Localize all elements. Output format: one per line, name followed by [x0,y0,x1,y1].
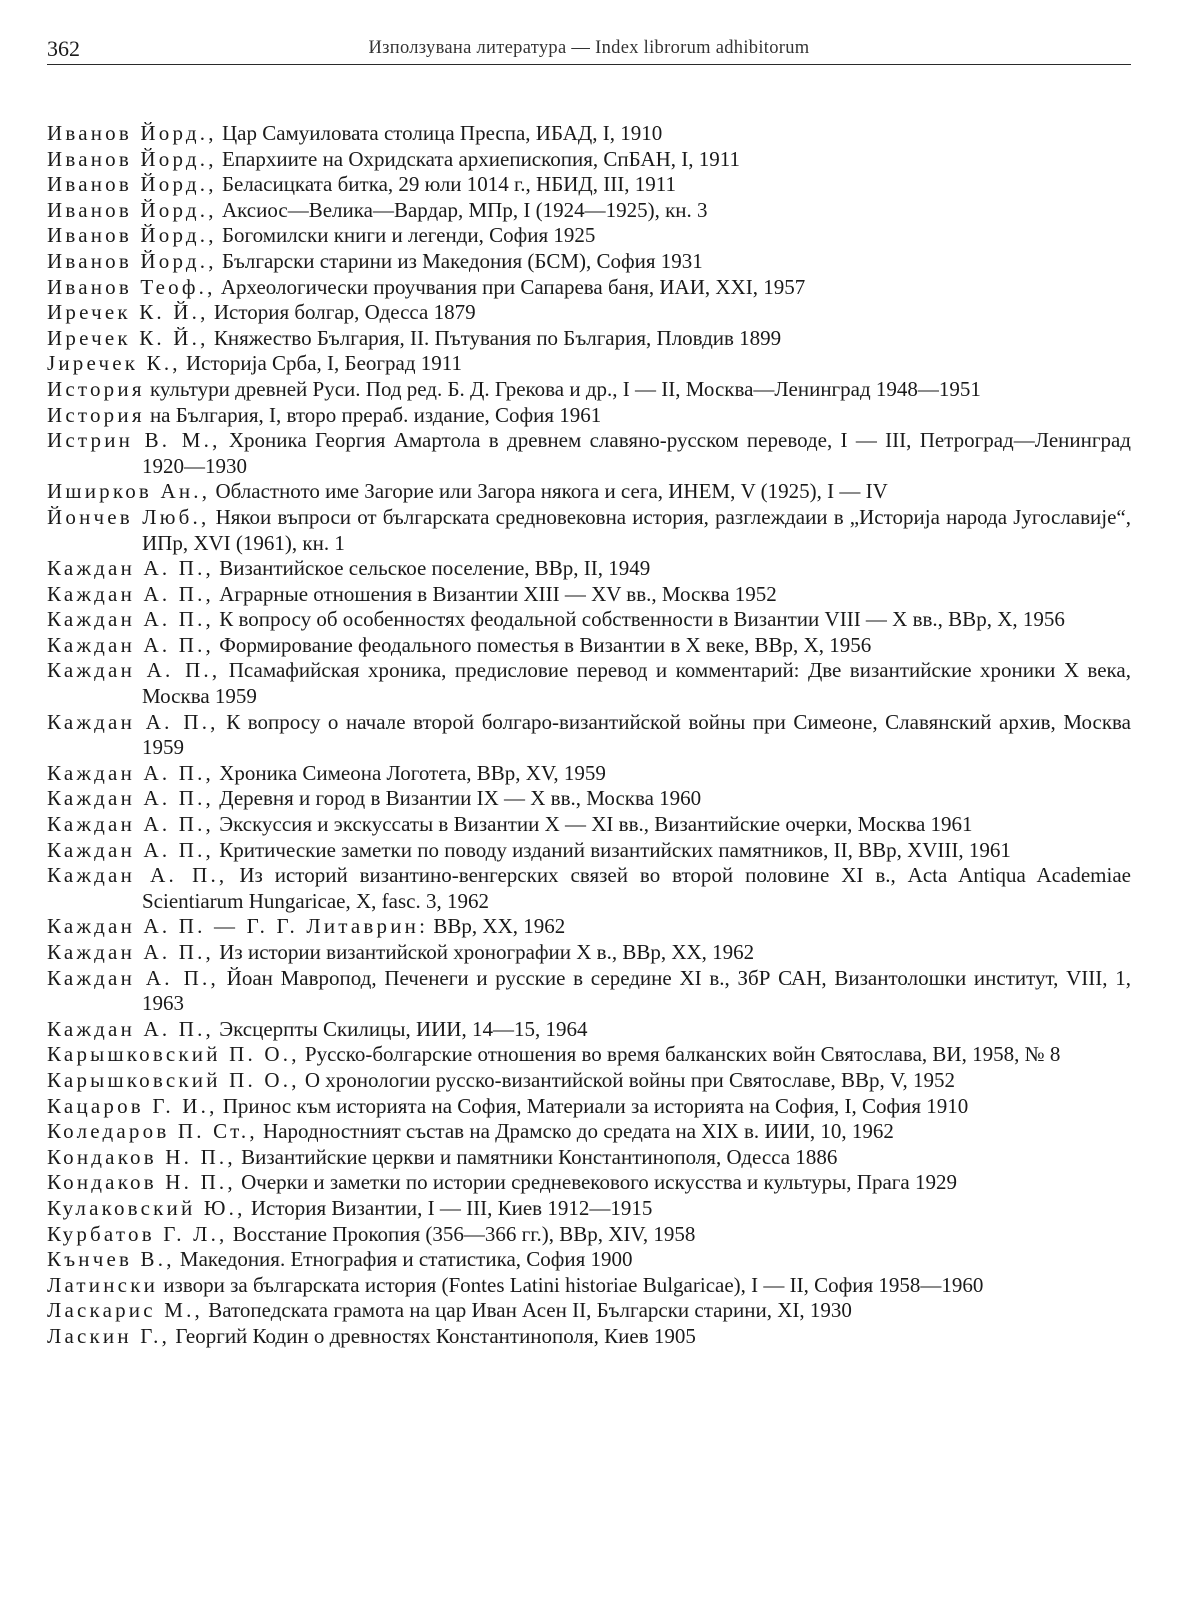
entry-text: Георгий Кодин о древностях Константинополя, Киев 1905 [170,1323,696,1348]
entry-text: Византийские церкви и памятники Константинополя, Одесса 1886 [235,1144,838,1169]
entry-text: Из историй византино-венгерских связей во второй половине XI в., Acta Antiqua Academiae Scientiarum Hungaricae, X, fasc. 3, 1962 [142,863,1131,913]
bibliography-entry [47,172,1131,198]
entry-text: К вопросу о начале второй болгаро-византийской войны при Симеоне, Славянский архив, Москва 1959 [142,709,1131,760]
bibliography-entry [47,121,1131,147]
bibliography-entry [47,607,1131,633]
bibliography-entry [47,1273,1131,1299]
entry-author: Иванов Йорд., [47,248,217,273]
entry-text: культури древней Руси. Под ред. Б. Д. Грекова и др., I — II, Москва—Ленинград 1948—1951 [144,376,981,401]
entry-text: Русско-болгарские отношения во время балканских войн Святослава, ВИ, 1958, № 8 [299,1042,1061,1067]
entry-text: извори за българската история (Fontes Latini historiae Bulgaricae), I — II, София 1958—1960 [158,1272,984,1297]
page-header [47,28,1131,65]
entry-author: Карышковский П. О., [47,1067,300,1092]
entry-author: Каждан А. П., [47,965,219,990]
bibliography-entry [47,658,1131,709]
bibliography-entry [47,1222,1131,1248]
entry-text: Деревня и город в Византии IX — X вв., Москва 1960 [214,786,702,811]
entry-author: Кулаковский Ю., [47,1195,246,1220]
entry-author: Каждан А. П., [47,581,214,606]
entry-author: Иширков Ан., [47,479,211,504]
entry-author: Ласкин Г., [47,1323,171,1348]
entry-author: Иречек К. Й., [47,300,209,325]
entry-text: Македония. Етнография и статистика, София 1900 [174,1247,633,1272]
entry-text: История болгар, Одесса 1879 [208,300,476,325]
entry-author: Каждан А. П., [47,607,214,632]
bibliography-entry [47,1196,1131,1222]
entry-author: Иванов Йорд., [47,121,217,145]
entry-author: Иречек К. Й., [47,325,209,350]
entry-text: ВВр, XX, 1962 [428,914,566,939]
bibliography-entry [47,428,1131,479]
entry-author: Коледаров П. Ст., [47,1119,258,1144]
entry-author: Курбатов Г. Л., [47,1221,228,1246]
entry-text: Ватопедската грамота на цар Иван Асен II, Български старини, XI, 1930 [202,1298,852,1323]
bibliography-entry [47,940,1131,966]
bibliography-entry [47,377,1131,403]
bibliography-entry [47,351,1131,377]
bibliography-entry [47,556,1131,582]
bibliography-entry [47,505,1131,556]
entry-author: Кацаров Г. И., [47,1093,218,1118]
entry-text: Очерки и заметки по истории средневекового искусства и культуры, Прага 1929 [235,1170,957,1195]
entry-text: Йоан Мавропод, Печенеги и русские в середине XI в., ЗбР САН, Византолошки институт, VIII, 1, 1963 [142,965,1131,1016]
bibliography-entry [47,914,1131,940]
entry-author: Каждан А. П., [47,863,228,888]
entry-author: Иванов Йорд., [47,197,217,222]
bibliography-entry [47,326,1131,352]
entry-author: Каждан А. П., [47,837,214,862]
running-title: Използувана литература — Index librorum adhibitorum [368,38,810,58]
bibliography-entry [47,582,1131,608]
bibliography-entry [47,1094,1131,1120]
entry-author: Каждан А. П. — Г. Г. Литаврин: [47,914,429,939]
entry-text: Эксцерпты Скилицы, ИИИ, 14—15, 1964 [214,1016,588,1041]
entry-text: Народностният състав на Драмско до средата на XIX в. ИИИ, 10, 1962 [257,1119,894,1144]
entry-author: Иванов Йорд., [47,146,217,171]
entry-author: Каждан А. П., [47,556,214,581]
entry-author: История [47,376,145,401]
entry-author: Јиречек К., [47,351,181,376]
entry-author: Каждан А. П., [47,1016,214,1041]
entry-author: Иванов Теоф., [47,274,216,299]
bibliography-entry [47,275,1131,301]
page-number: 362 [47,36,80,61]
entry-text: Богомилски книги и легенди, София 1925 [216,223,596,248]
entry-text: Княжество България, II. Пътувания по България, Пловдив 1899 [208,325,782,350]
entry-text: Аграрные отношения в Византии XIII — XV вв., Москва 1952 [214,581,777,606]
bibliography-entry [47,223,1131,249]
bibliography-entry [47,300,1131,326]
bibliography-entry [47,1298,1131,1324]
entry-author: Каждан А. П., [47,812,214,837]
bibliography-entry [47,863,1131,914]
entry-author: Каждан А. П., [47,786,214,811]
bibliography-entry [47,786,1131,812]
bibliography-entry [47,761,1131,787]
entry-text: Восстание Прокопия (356—366 гг.), ВВр, XIV, 1958 [227,1221,696,1246]
entry-author: Карышковский П. О., [47,1042,300,1067]
entry-text: Историја Срба, I, Београд 1911 [180,351,463,376]
entry-author: Кондаков Н. П., [47,1170,236,1195]
entry-text: Экскуссия и экскуссаты в Византии X — XI вв., Византийские очерки, Москва 1961 [214,812,973,837]
entry-text: Български старини из Македония (БСМ), София 1931 [216,248,703,273]
bibliography-list [47,121,1131,1350]
bibliography-entry [47,1170,1131,1196]
entry-text: на България, I, второ прераб. издание, София 1961 [144,402,602,427]
bibliography-entry [47,838,1131,864]
entry-text: Псамафийская хроника, предисловие перевод и комментарий: Две византийские хроники X века, Москва 1959 [142,658,1131,709]
entry-text: Епархиите на Охридската архиепископия, СпБАН, I, 1911 [216,146,740,171]
bibliography-entry [47,1145,1131,1171]
entry-text: Аксиос—Велика—Вардар, МПр, I (1924—1925), кн. 3 [216,197,708,222]
bibliography-entry [47,198,1131,224]
entry-text: Византийское сельское поселение, ВВр, II, 1949 [214,556,651,581]
entry-text: Критические заметки по поводу изданий византийских памятников, II, ВВр, XVIII, 1961 [214,837,1011,862]
bibliography-entry [47,1042,1131,1068]
entry-author: Каждан А. П., [47,658,221,683]
bibliography-entry [47,1068,1131,1094]
entry-text: О хронологии русско-византийской войны при Святославе, ВВр, V, 1952 [299,1067,955,1092]
bibliography-entry [47,710,1131,761]
bibliography-entry [47,966,1131,1017]
entry-author: Истрин В. М., [47,428,221,453]
entry-text: Беласицката битка, 29 юли 1014 г., НБИД, III, 1911 [216,172,676,197]
entry-author: Каждан А. П., [47,709,219,734]
entry-author: Иванов Йорд., [47,223,217,248]
entry-text: Формирование феодального поместья в Византии в X веке, ВВр, X, 1956 [214,632,872,657]
entry-author: Ласкарис М., [47,1298,203,1323]
entry-text: Хроника Симеона Логотета, ВВр, XV, 1959 [214,760,606,785]
bibliography-entry [47,403,1131,429]
book-page [47,28,1131,1350]
entry-text: Цар Самуиловата столица Преспа, ИБАД, I, 1910 [216,121,663,145]
entry-author: Кънчев В., [47,1247,175,1272]
entry-text: Хроника Георгия Амартола в древнем славяно-русском переводе, I — III, Петроград—Ленинград 1920—1930 [142,428,1131,478]
entry-text: Принос към историята на София, Материали за историята на София, I, София 1910 [217,1093,969,1118]
bibliography-entry [47,633,1131,659]
bibliography-entry [47,1017,1131,1043]
entry-author: История [47,402,145,427]
entry-author: Латински [47,1272,159,1297]
entry-text: К вопросу об особенностях феодальной собственности в Византии VIII — X вв., ВВр, X, 1956 [214,607,1065,632]
entry-text: Из истории византийской хронографии X в., ВВр, XX, 1962 [214,940,755,964]
entry-author: Иванов Йорд., [47,172,217,197]
entry-text: Областното име Загорие или Загора някога и сега, ИНЕМ, V (1925), I — IV [210,479,888,504]
bibliography-entry [47,147,1131,173]
bibliography-entry [47,812,1131,838]
entry-author: Кондаков Н. П., [47,1144,236,1169]
entry-text: История Византии, I — III, Киев 1912—1915 [245,1195,653,1220]
entry-author: Каждан А. П., [47,760,214,785]
entry-author: Каждан А. П., [47,940,214,964]
entry-text: Някои въпроси от българската средновековна история, разглеждаии в „Историја народа Југославије“, ИПр, XVI (1961), кн. 1 [142,504,1132,555]
entry-text: Археологически проучвания при Сапарева баня, ИАИ, XXI, 1957 [215,274,806,299]
bibliography-entry [47,1247,1131,1273]
bibliography-entry [47,1324,1131,1350]
bibliography-entry [47,249,1131,275]
entry-author: Каждан А. П., [47,632,214,657]
entry-author: Йончев Люб., [47,504,210,529]
bibliography-entry [47,1119,1131,1145]
bibliography-entry [47,479,1131,505]
